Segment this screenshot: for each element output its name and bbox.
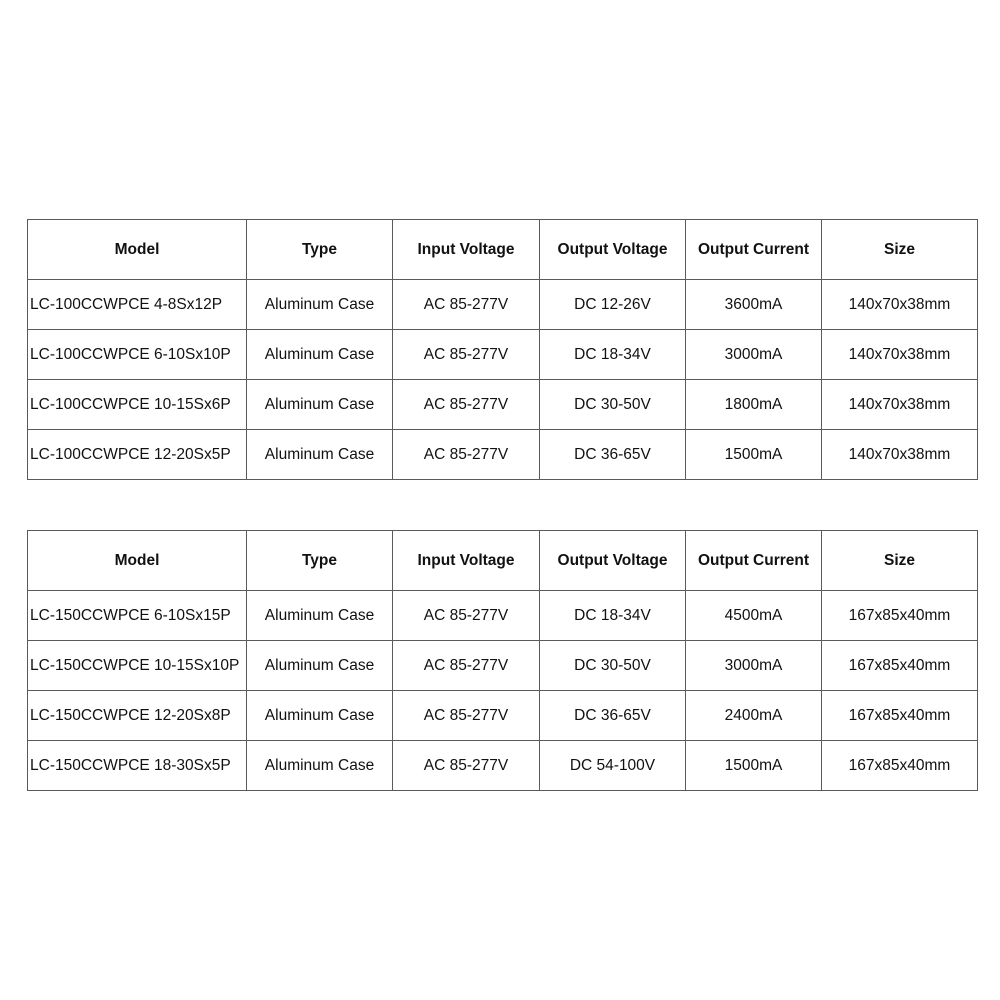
cell-input-voltage: AC 85-277V [393,280,540,330]
cell-size: 167x85x40mm [822,591,978,641]
cell-size: 167x85x40mm [822,691,978,741]
cell-output-voltage: DC 18-34V [540,330,686,380]
table-row [28,691,978,741]
cell-output-voltage: DC 12-26V [540,280,686,330]
cell-size: 167x85x40mm [822,741,978,791]
cell-model: LC-100CCWPCE 12-20Sx5P [28,430,247,480]
table-row [28,280,978,330]
header-size: Size [822,531,978,591]
cell-type: Aluminum Case [247,691,393,741]
header-model: Model [28,220,247,280]
cell-output-current: 4500mA [686,591,822,641]
table-row [28,641,978,691]
table-row [28,330,978,380]
header-row [28,531,978,591]
header-output-voltage: Output Voltage [540,220,686,280]
cell-size: 167x85x40mm [822,641,978,691]
cell-type: Aluminum Case [247,280,393,330]
cell-type: Aluminum Case [247,741,393,791]
header-output-voltage: Output Voltage [540,531,686,591]
cell-size: 140x70x38mm [822,280,978,330]
cell-size: 140x70x38mm [822,380,978,430]
header-input-voltage: Input Voltage [393,220,540,280]
cell-type: Aluminum Case [247,380,393,430]
cell-output-current: 1500mA [686,741,822,791]
cell-output-current: 3600mA [686,280,822,330]
cell-size: 140x70x38mm [822,330,978,380]
cell-output-current: 1500mA [686,430,822,480]
cell-model: LC-150CCWPCE 18-30Sx5P [28,741,247,791]
cell-output-current: 3000mA [686,641,822,691]
header-size: Size [822,220,978,280]
cell-output-voltage: DC 30-50V [540,641,686,691]
cell-size: 140x70x38mm [822,430,978,480]
cell-output-current: 3000mA [686,330,822,380]
cell-type: Aluminum Case [247,591,393,641]
header-output-current: Output Current [686,220,822,280]
cell-input-voltage: AC 85-277V [393,591,540,641]
header-output-current: Output Current [686,531,822,591]
header-input-voltage: Input Voltage [393,531,540,591]
table-row [28,430,978,480]
spec-table-lc150 [27,530,978,791]
cell-model: LC-150CCWPCE 10-15Sx10P [28,641,247,691]
cell-model: LC-100CCWPCE 6-10Sx10P [28,330,247,380]
table-row [28,591,978,641]
cell-input-voltage: AC 85-277V [393,430,540,480]
cell-input-voltage: AC 85-277V [393,741,540,791]
cell-input-voltage: AC 85-277V [393,641,540,691]
header-row [28,220,978,280]
header-model: Model [28,531,247,591]
header-type: Type [247,220,393,280]
cell-type: Aluminum Case [247,641,393,691]
cell-output-voltage: DC 54-100V [540,741,686,791]
cell-output-voltage: DC 30-50V [540,380,686,430]
table-row [28,380,978,430]
cell-output-current: 1800mA [686,380,822,430]
table-row [28,741,978,791]
cell-output-current: 2400mA [686,691,822,741]
cell-model: LC-100CCWPCE 10-15Sx6P [28,380,247,430]
cell-input-voltage: AC 85-277V [393,380,540,430]
cell-model: LC-150CCWPCE 12-20Sx8P [28,691,247,741]
header-type: Type [247,531,393,591]
cell-input-voltage: AC 85-277V [393,330,540,380]
cell-model: LC-150CCWPCE 6-10Sx15P [28,591,247,641]
cell-model: LC-100CCWPCE 4-8Sx12P [28,280,247,330]
cell-type: Aluminum Case [247,430,393,480]
cell-input-voltage: AC 85-277V [393,691,540,741]
cell-output-voltage: DC 36-65V [540,691,686,741]
spec-table-lc100 [27,219,978,480]
cell-type: Aluminum Case [247,330,393,380]
cell-output-voltage: DC 36-65V [540,430,686,480]
cell-output-voltage: DC 18-34V [540,591,686,641]
